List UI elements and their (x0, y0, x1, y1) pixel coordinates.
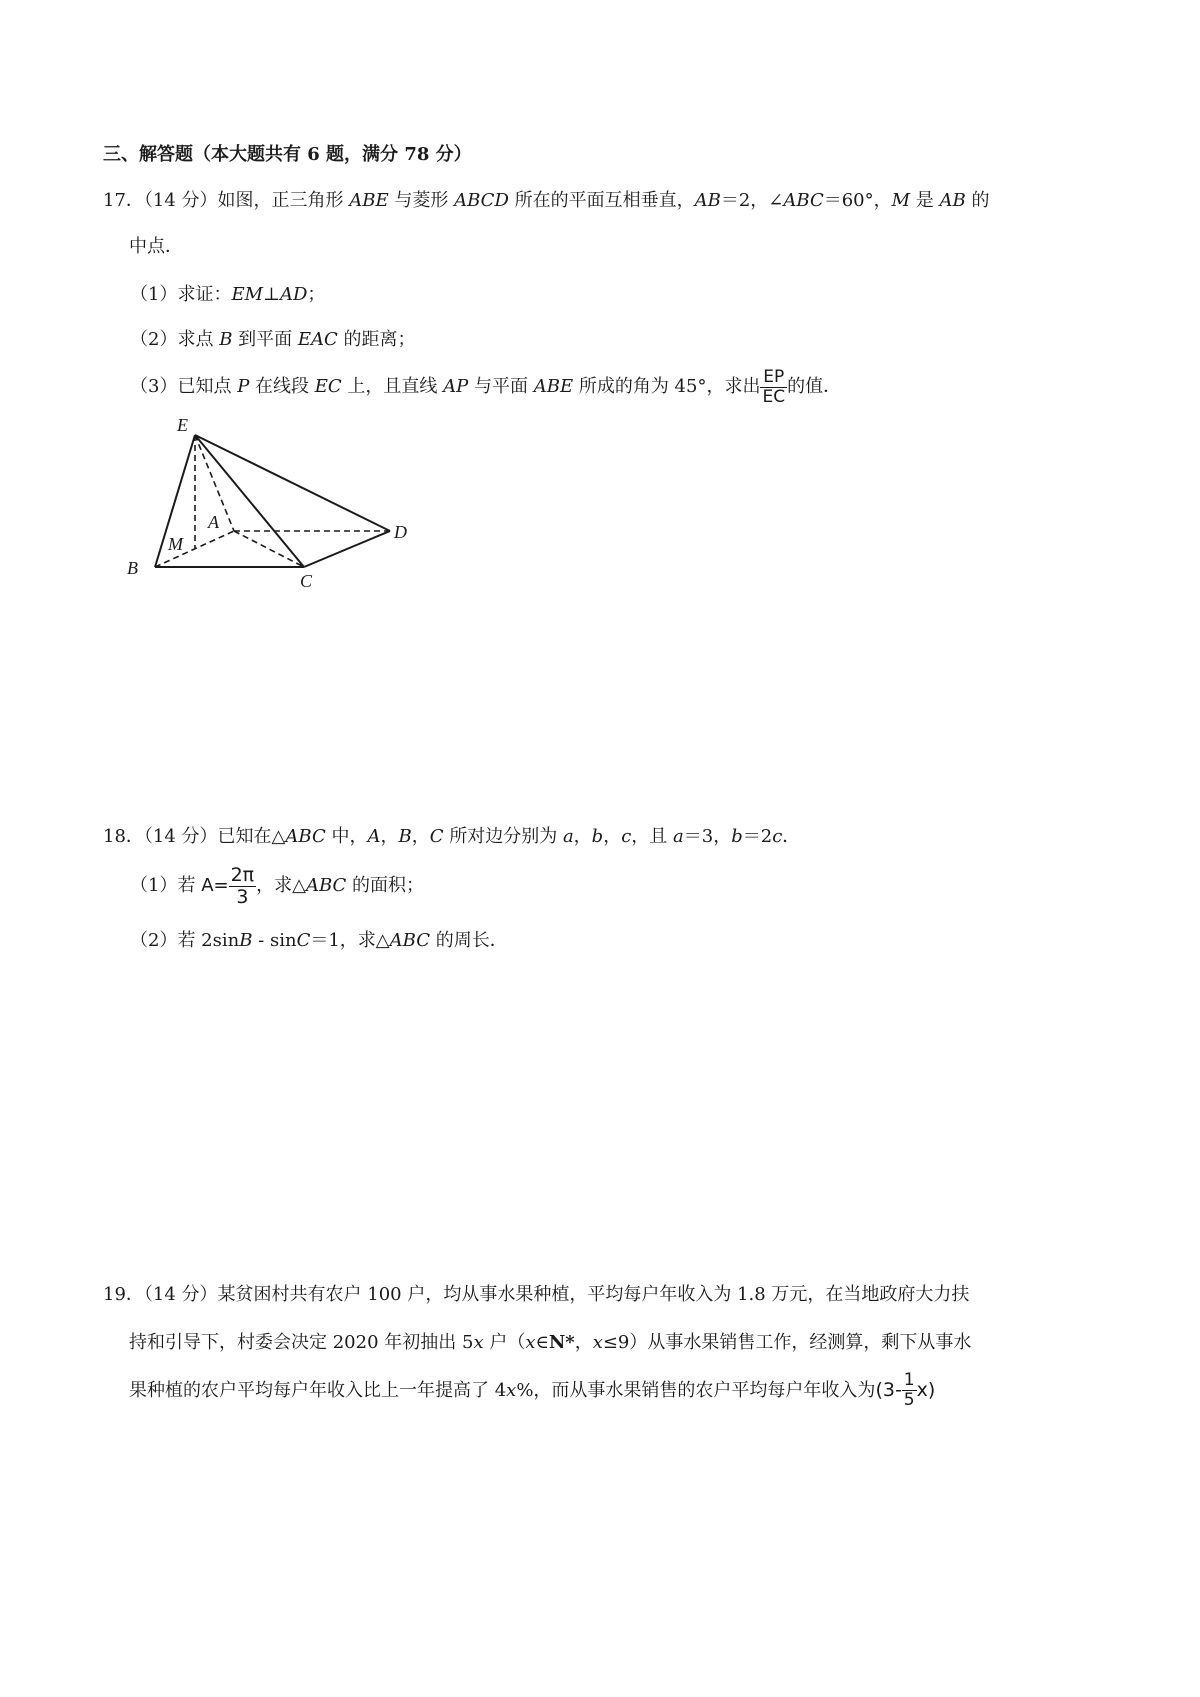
q19-line2: 持和引导下，村委会决定 2020 年初抽出 5x 户（x∈N*，x≤9）从事水果销售工作，经测算，剩下从事水 (129, 1332, 972, 1353)
q18-stem: 18．（14 分）已知在△ABC 中，A，B，C 所对边分别为 a，b，c，且 a＝3，b＝2c． (103, 826, 801, 847)
q18-sub1: （1）若 A= $\frac{2\pi}{3}$ ，求△ABC 的面积； (130, 863, 425, 908)
section-heading: 三、解答题（本大题共有 6 题，满分 78 分） (103, 144, 472, 165)
q18-sub2: （2）若 2sinB - sinC＝1，求△ABC 的周长． (130, 930, 508, 951)
ep-over-ec-fraction: $\frac{EP}{EC}$ (762, 366, 786, 407)
edge-ED (195, 435, 390, 531)
q17-sub3: （3）已知点 P 在线段 EC 上，且直线 AP 与平面 ABE 所成的角为 45°，求出 $\frac{EP}{EC}$ 的值． (130, 366, 842, 407)
q17-score: （14 分） (143, 190, 218, 211)
edge-CD (304, 531, 390, 567)
q19-line1: 19．（14 分）某贫困村共有农户 100 户，均从事水果种植，平均每户年收入为 1.8 万元，在当地政府大力扶 (103, 1284, 970, 1305)
label-E: E (177, 415, 188, 435)
three-minus-fifth-x-expr: (3- $\frac{1}{5}$ x) (875, 1370, 936, 1410)
q19-score: （14 分） (143, 1284, 218, 1305)
q17-figure (120, 412, 420, 592)
edge-AC (234, 531, 304, 567)
two-pi-over-three-fraction: $\frac{2\pi}{3}$ (230, 863, 255, 908)
label-C: C (300, 571, 313, 591)
q19-line3: 果种植的农户平均每户年收入比上一年提高了 4x%，而从事水果销售的农户平均每户年收入为(3- $\frac{1}{5}$ x) (129, 1370, 936, 1410)
q17-stem: 17．（14 分）如图，正三角形 ABE 与菱形 ABCD 所在的平面互相垂直，AB＝2，∠ABC＝60°，M 是 AB 的 (103, 190, 990, 211)
label-M: M (168, 534, 183, 554)
q19-number: 19． (103, 1284, 144, 1305)
edge-EC (195, 435, 304, 567)
q17-sub1: （1）求证：EM⊥AD； (130, 284, 326, 305)
label-D: D (394, 522, 407, 542)
q17-number: 17． (103, 190, 144, 211)
label-A: A (208, 512, 219, 532)
q18-number: 18． (103, 826, 144, 847)
q17-sub2: （2）求点 B 到平面 EAC 的距离； (130, 329, 416, 350)
label-B: B (127, 558, 138, 578)
q17-stem-cont: 中点． (129, 236, 183, 257)
q18-score: （14 分） (143, 826, 218, 847)
